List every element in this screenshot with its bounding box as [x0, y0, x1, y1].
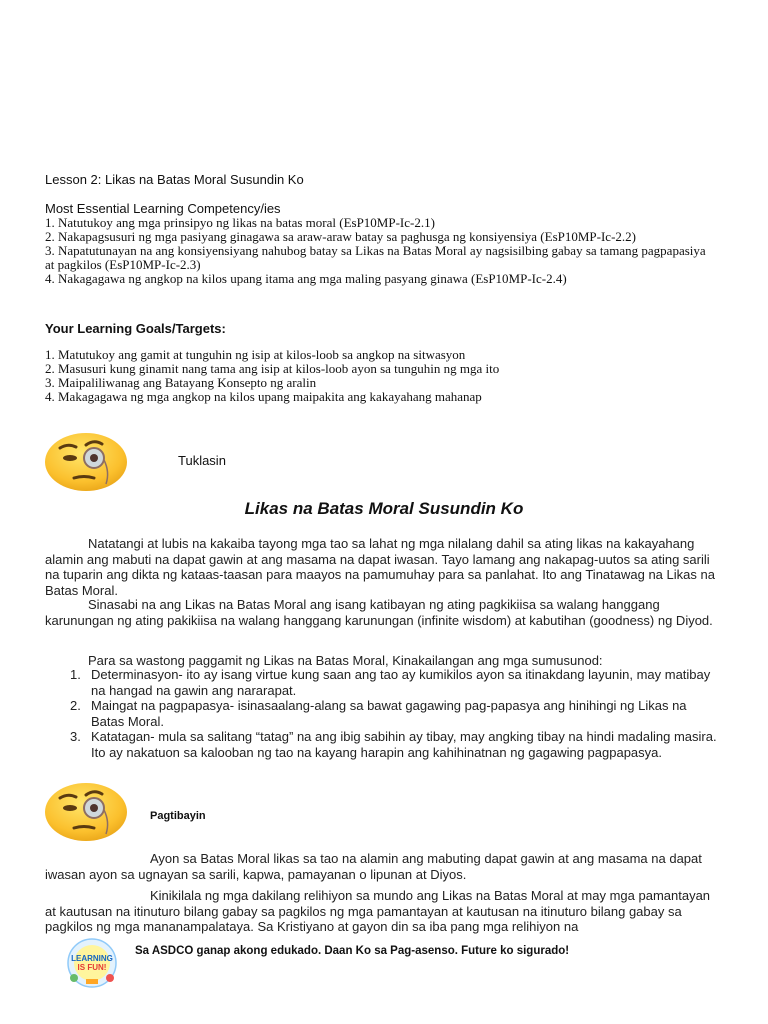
competency-heading: Most Essential Learning Competency/ies — [45, 201, 281, 216]
requirement-item — [70, 729, 718, 760]
learning-is-fun-logo — [64, 938, 120, 988]
paragraph-relihiyon: Kinikilala ng mga dakilang relihiyon sa mundo ang Likas na Batas Moral at may mga pamantayan at kautusan na itinuturo bilang gabay sa pagkilos ng mga pamantayan at kautusan na itinuturo bilang gabay sa pagkilos ng mga mananampalataya. Sa Kristiyano at gayon din sa iba pang mga relihiyon na — [45, 888, 711, 934]
pagtibayin-label: Pagtibayin — [150, 810, 206, 822]
requirement-number: 3. — [70, 729, 81, 744]
goal-item: 4. Makagagawa ng mga angkop na kilos upang maipakita ang kakayahang mahanap — [45, 389, 482, 404]
requirement-text: Determinasyon- ito ay isang virtue kung saan ang tao ay kumikilos ayon sa itinakdang layunin, may matibay na hangad na gawin ang nararapat. — [91, 667, 711, 698]
competency-item: 1. Natutukoy ang mga prinsipyo ng likas na batas moral (EsP10MP-Ic-2.1) — [45, 215, 435, 230]
goal-item: 2. Masusuri kung ginamit nang tama ang isip at kilos-loob ayon sa tunguhin ng mga ito — [45, 361, 500, 376]
logo-text-learning: LEARNING — [71, 954, 113, 963]
goal-item: 3. Maipaliliwanag ang Batayang Konsepto ng aralin — [45, 375, 317, 390]
paragraph-batas-moral: Ayon sa Batas Moral likas sa tao na alamin ang mabuting dapat gawin at ang masama na dapat iwasan ayon sa ugnayan sa sarili, kapwa, pamayanan o lipunan at Diyos. — [45, 851, 702, 882]
paragraph-wisdom: Sinasabi na ang Likas na Batas Moral ang isang katibayan ng ating pagkikiisa sa walang hanggang karunungan ng ating pakikiisa na walang hanggang karunungan (infinite wisdom) at kabutihan (goodness) ng Diyod. — [45, 597, 713, 628]
thinking-monocle-emoji-icon — [44, 432, 128, 492]
competency-item: 4. Nakagagawa ng angkop na kilos upang itama ang mga maling pasyang ginawa (EsP10MP-Ic-2.4) — [45, 271, 567, 286]
thinking-monocle-emoji-icon — [44, 782, 128, 842]
paragraph-requirements-intro: Para sa wastong paggamit ng Likas na Batas Moral, Kinakailangan ang mga sumusunod: — [88, 653, 603, 668]
requirements-list — [70, 667, 718, 760]
tuklasin-label: Tuklasin — [178, 453, 226, 468]
requirement-number: 1. — [70, 667, 81, 682]
requirement-number: 2. — [70, 698, 81, 713]
logo-text-is-fun: IS FUN! — [77, 963, 107, 972]
goals-heading: Your Learning Goals/Targets: — [45, 321, 226, 336]
footer-motto: Sa ASDCO ganap akong edukado. Daan Ko sa Pag-asenso. Future ko sigurado! — [135, 945, 570, 957]
requirement-text: Katatagan- mula sa salitang “tatag” na ang ibig sabihin ay tibay, may angking tibay na hindi madaling masira. Ito ay nakatuon sa kalooban ng tao na kayang harapin ang kahihinatnan ng gagawing pagpapasya. — [91, 729, 717, 760]
lesson-title: Lesson 2: Likas na Batas Moral Susundin Ko — [45, 172, 304, 187]
competency-item: 3. Napatutunayan na ang konsiyensiyang nahubog batay sa Likas na Batas Moral ay nagsisilbing gabay sa tamang pagpapasiya at pagkilos (EsP10MP-Ic-2.3) — [45, 243, 706, 272]
competency-list — [45, 216, 715, 286]
main-title: Likas na Batas Moral Susundin Ko — [244, 499, 524, 518]
requirement-text: Maingat na pagpapasya- isinasaalang-alang sa bawat gagawing pag-papasya ang hinihingi ng Likas na Batas Moral. — [91, 698, 687, 729]
paragraph-intro: Natatangi at lubis na kakaiba tayong mga tao sa lahat ng mga nilalang dahil sa ating likas na kakayahang alamin ang mabuti na dapat gawin at ang masama na dapat iwasan. Tayo lamang ang nakapag-uutos sa ating sarili na tuparin ang dikta ng kataas-taasan para maayos na pamumuhay para sa panlahat. Ito ang Tinatawag na Likas na Batas Moral. — [45, 536, 715, 598]
requirement-item — [70, 698, 718, 729]
requirement-item — [70, 667, 718, 698]
goal-item: 1. Matutukoy ang gamit at tunguhin ng isip at kilos-loob sa angkop na sitwasyon — [45, 347, 466, 362]
competency-item: 2. Nakapagsusuri ng mga pasiyang ginagawa sa araw-araw batay sa paghusga ng konsiyensiya (EsP10MP-Ic-2.2) — [45, 229, 636, 244]
goals-list — [45, 348, 705, 404]
